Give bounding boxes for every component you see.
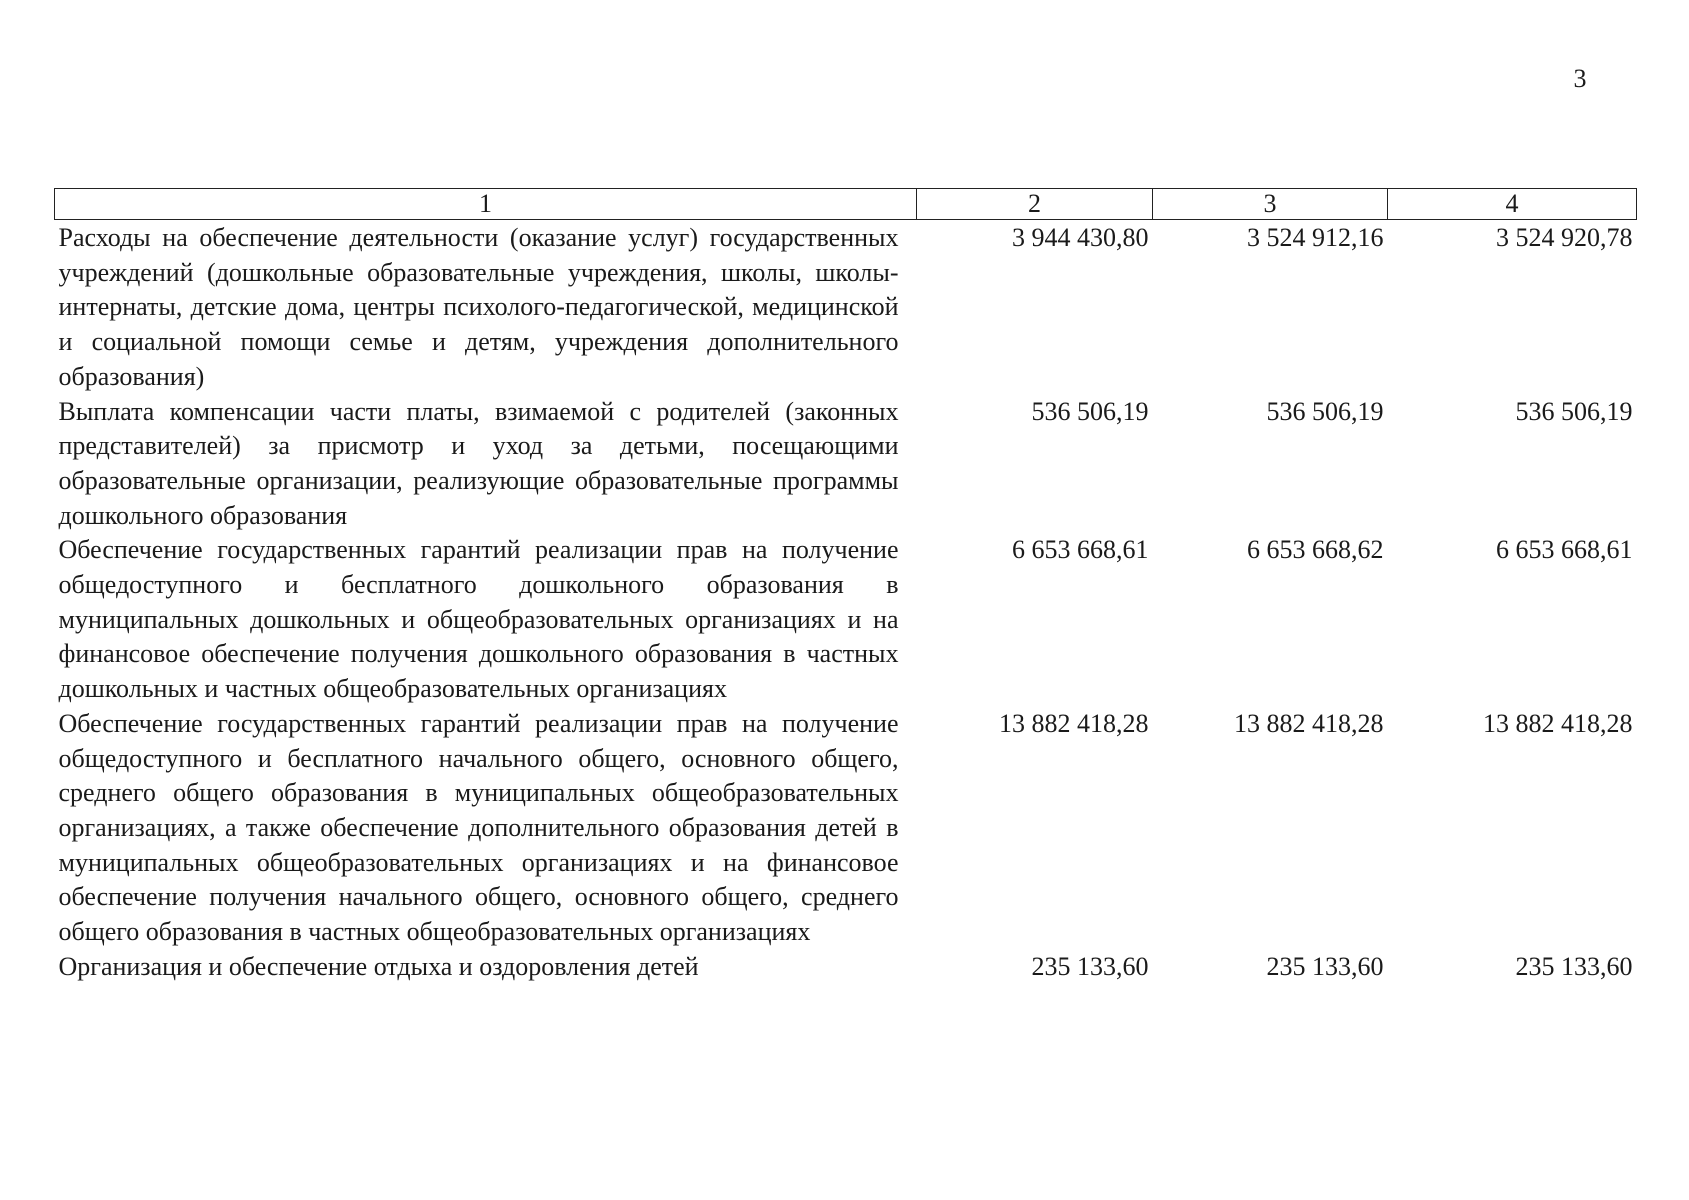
table-row [55,395,1637,534]
row-description: Выплата компенсации части платы, взимаемой с родителей (законных представителей) за присмотр и уход за детьми, посещающими образовательные организации, реализующие образовательные программы дошкольного образования [58,396,899,530]
header-col-3: 3 [1153,189,1388,220]
table-row [55,707,1637,950]
budget-table [54,188,1637,984]
header-col-2: 2 [917,189,1153,220]
row-value-col-4: 3 524 920,78 [1496,223,1633,252]
table-row [55,533,1637,707]
row-value-col-2: 235 133,60 [1031,951,1149,981]
header-col-1: 1 [55,189,917,220]
row-value-col-3: 6 653 668,62 [1247,535,1384,565]
table-row [55,220,1637,395]
row-value-col-2: 536 506,19 [1031,396,1149,426]
row-value-col-3: 13 882 418,28 [1234,708,1384,738]
row-value-col-4: 536 506,19 [1515,396,1633,426]
page-number: 3 [1573,64,1587,93]
row-value-col-4: 13 882 418,28 [1483,708,1633,738]
row-description: Расходы на обеспечение деятельности (оказание услуг) государственных учреждений (дошкольные образовательные учреждения, школы, школы-интернаты, детские дома, центры психолого-педагогической, медицинской и социальной помощи семье и детям, учреждения дополнительного образования) [58,223,899,391]
row-value-col-4: 235 133,60 [1515,951,1633,981]
table-row [55,950,1637,985]
row-value-col-2: 13 882 418,28 [999,708,1149,738]
header-col-4: 4 [1388,189,1637,220]
row-value-col-3: 536 506,19 [1266,396,1384,426]
row-description: Обеспечение государственных гарантий реализации прав на получение общедоступного и бесплатного начального общего, основного общего, среднего общего образования в муниципальных общеобразовательных организациях, а также обеспечение дополнительного образования детей в муниципальных общеобразовательных организациях и на финансовое обеспечение получения начального общего, основного общего, среднего общего образования в частных общеобразовательных организациях [58,708,899,947]
row-value-col-3: 3 524 912,16 [1247,223,1384,252]
row-value-col-2: 6 653 668,61 [1012,535,1149,565]
table-header [55,189,1637,220]
row-value-col-4: 6 653 668,61 [1496,535,1633,565]
row-description: Обеспечение государственных гарантий реализации прав на получение общедоступного и бесплатного дошкольного образования в муниципальных дошкольных и общеобразовательных организациях и на финансовое обеспечение получения дошкольного образования в частных дошкольных и частных общеобразовательных организациях [58,535,899,704]
table-body [55,220,1637,985]
row-value-col-2: 3 944 430,80 [1012,223,1149,252]
header-row [55,189,1637,220]
row-value-col-3: 235 133,60 [1266,951,1384,981]
row-description: Организация и обеспечение отдыха и оздоровления детей [58,951,699,981]
